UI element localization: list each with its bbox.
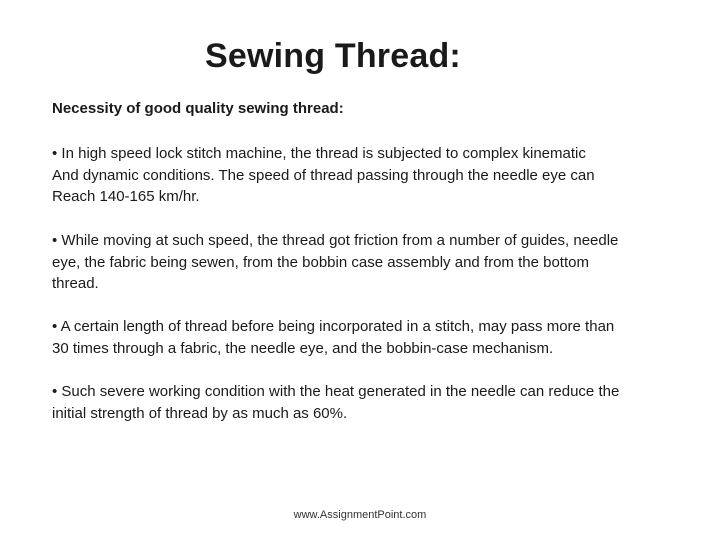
slide-subtitle: Necessity of good quality sewing thread: [52, 100, 344, 117]
bullet-line: thread. [52, 275, 99, 292]
bullet-line: Reach 140-165 km/hr. [52, 188, 200, 205]
bullet-paragraph [52, 230, 688, 295]
bullet-paragraph [52, 381, 688, 424]
bullet-line: initial strength of thread by as much as 60%. [52, 404, 348, 422]
bullet-line: • In high speed lock stitch machine, the thread is subjected to complex kinematic [52, 145, 586, 162]
footer-website-text: www.AssignmentPoint.com [293, 509, 427, 521]
bullet-line: eye, the fabric being sewen, from the bobbin case assembly and from the bottom [52, 253, 589, 271]
bullet-line: • While moving at such speed, the thread got friction from a number of guides, needle [52, 232, 619, 249]
bullet-paragraph [52, 316, 688, 359]
bullet-line: • Such severe working condition with the heat generated in the needle can reduce the [52, 383, 620, 400]
slide-title: Sewing Thread: [205, 37, 461, 75]
bullet-line: And dynamic conditions. The speed of thread passing through the needle eye can [52, 166, 595, 184]
bullet-paragraph [52, 143, 688, 208]
bullet-line: • A certain length of thread before being incorporated in a stitch, may pass more than [52, 318, 615, 335]
bullet-line: 30 times through a fabric, the needle eye, and the bobbin-case mechanism. [52, 339, 554, 357]
